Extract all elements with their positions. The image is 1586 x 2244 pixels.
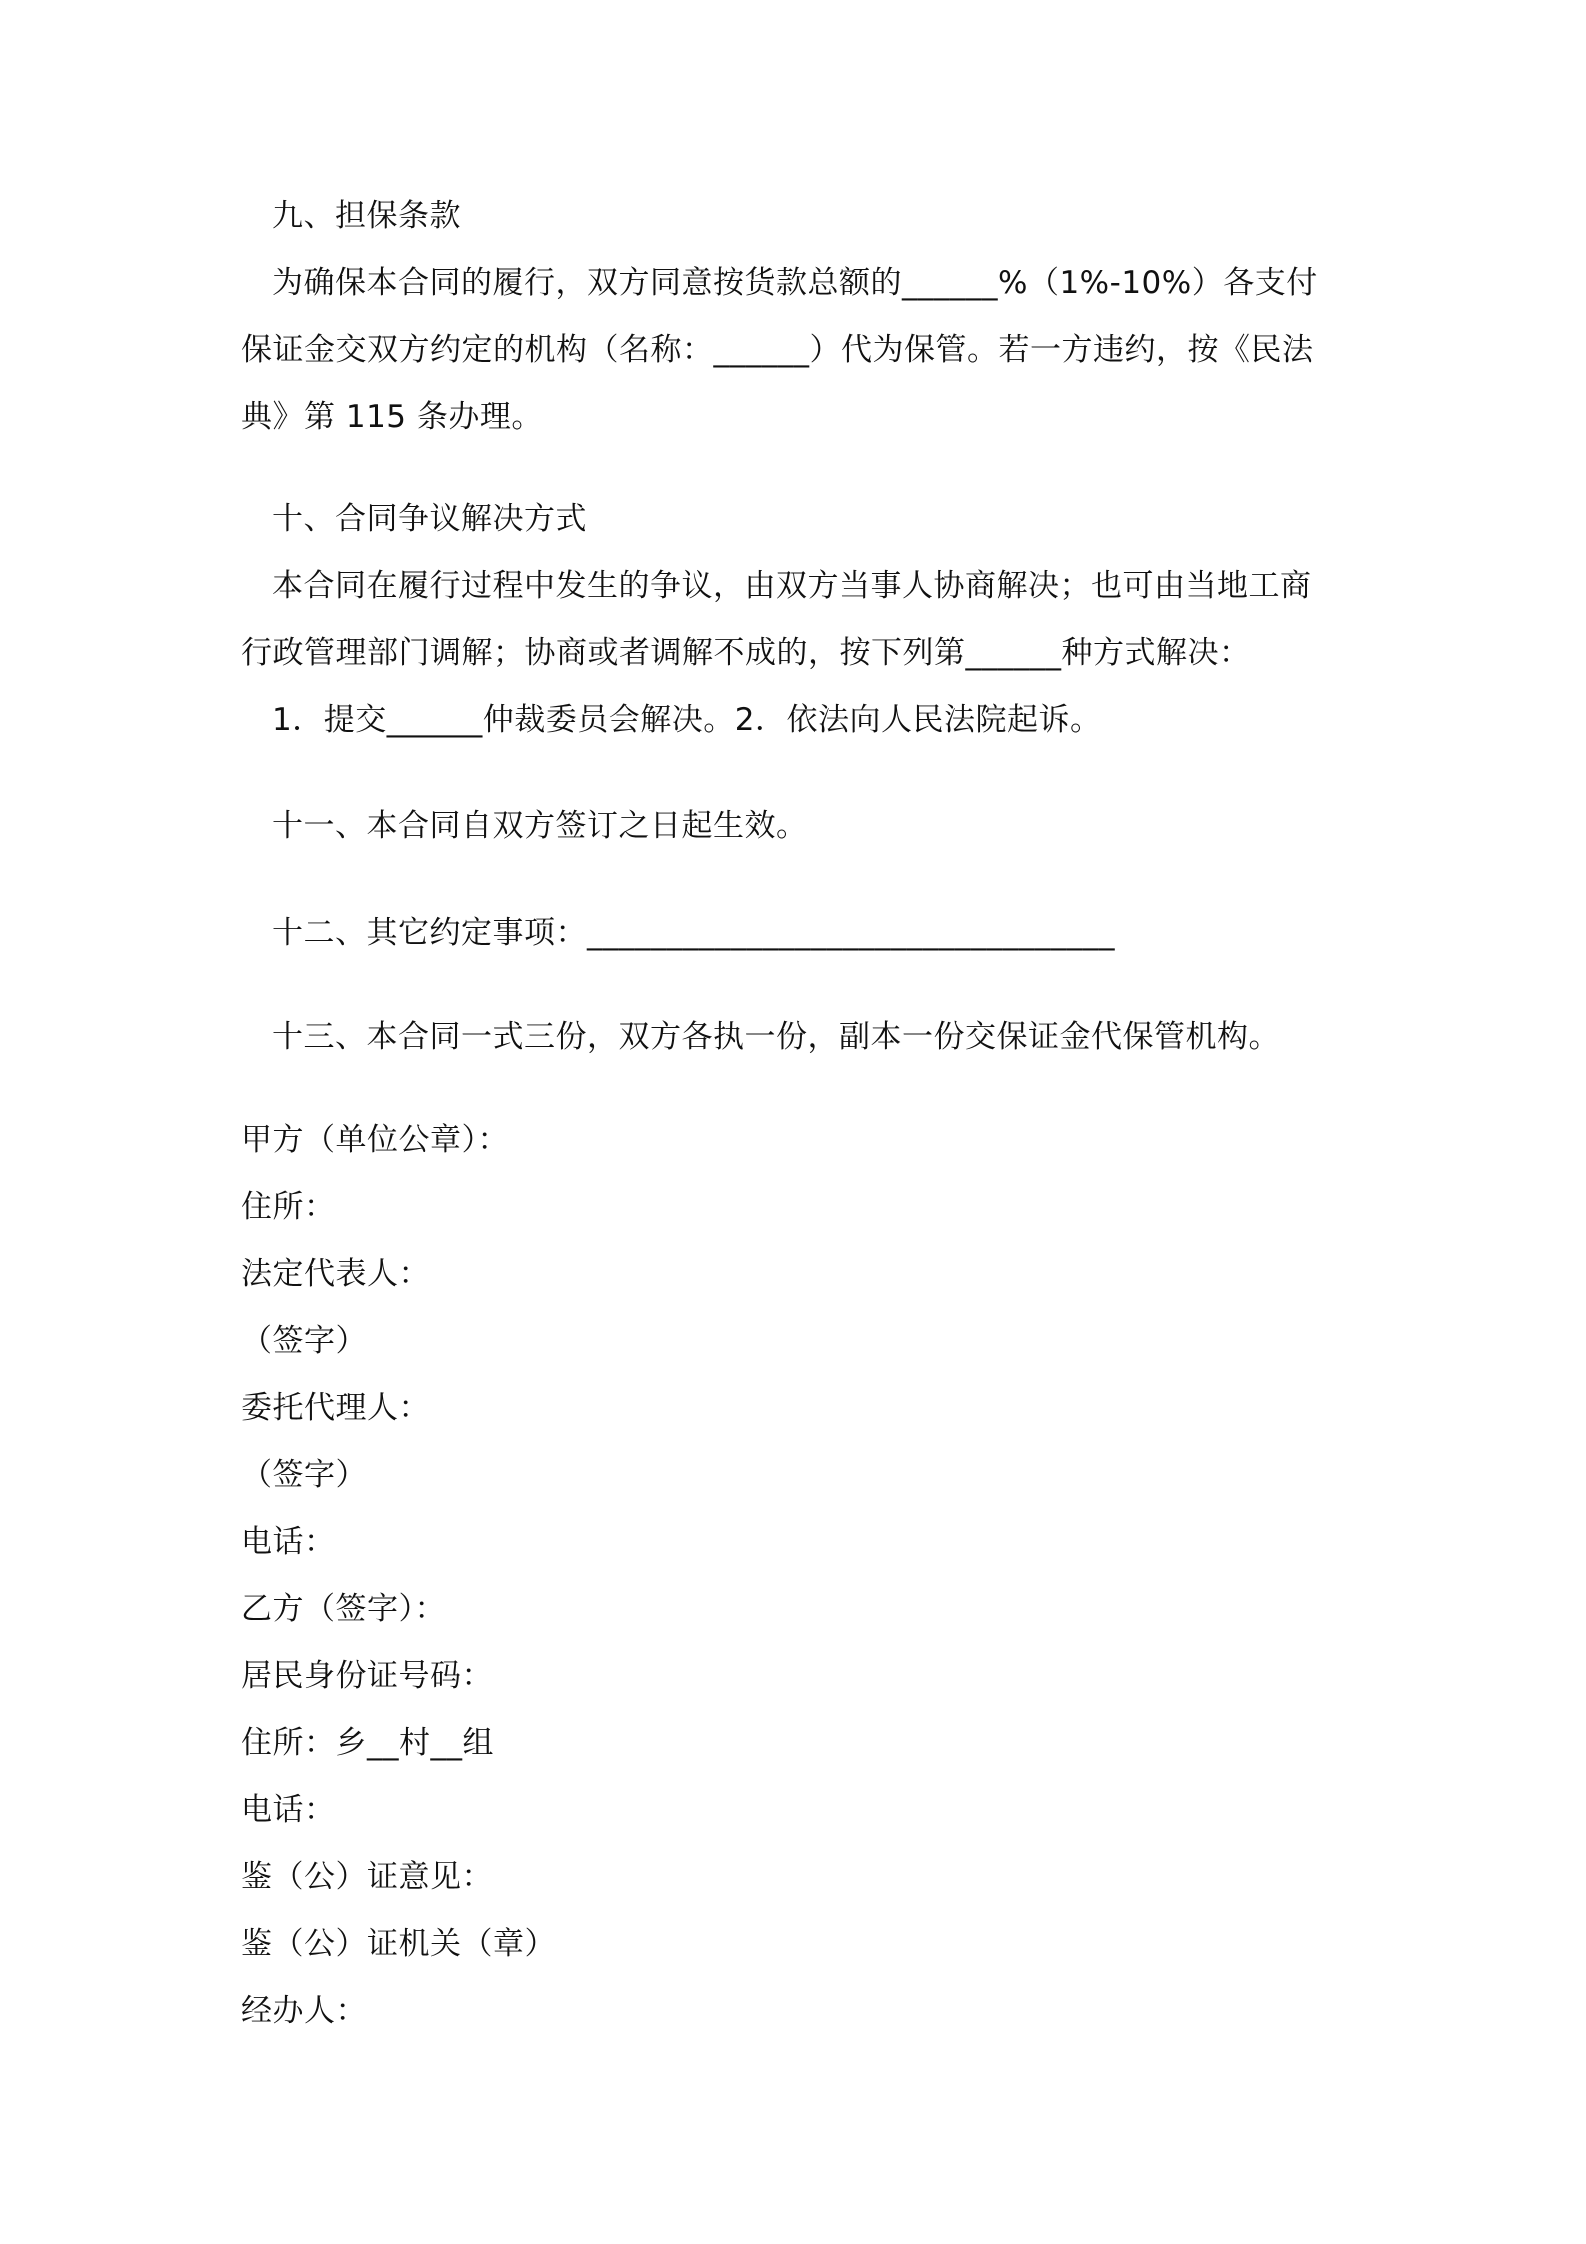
party-b-label: 乙方（签字）： [241,1591,446,1627]
party-b-id-label: 居民身份证号码： [241,1658,493,1694]
notary-office-label: 鉴（公）证机关（章） [241,1926,556,1962]
clause-9-line-3: 典》第 115 条办理。 [241,399,543,435]
clause-13: 十三、本合同一式三份，双方各执一份，副本一份交保证金代保管机构。 [272,1019,1280,1055]
clause-12: 十二、其它约定事项：_________________________________ [272,915,1115,951]
party-a-label: 甲方（单位公章）： [241,1122,509,1158]
handler-label: 经办人： [241,1993,367,2029]
clause-10-heading: 十、合同争议解决方式 [272,501,587,537]
agent-label: 委托代理人： [241,1390,430,1426]
party-a-phone-label: 电话： [241,1524,336,1560]
clause-9-heading: 九、担保条款 [272,198,461,234]
clause-10-line-2: 行政管理部门调解；协商或者调解不成的，按下列第______种方式解决： [241,635,1251,671]
clause-10-line-3: 1．提交______仲裁委员会解决。2．依法向人民法院起诉。 [272,702,1102,738]
legal-representative-label: 法定代表人： [241,1256,430,1292]
clause-9-line-1: 为确保本合同的履行，双方同意按货款总额的______%（1%-10%）各支付 [272,265,1318,301]
notary-opinion-label: 鉴（公）证意见： [241,1859,493,1895]
party-b-address-label: 住所：乡__村__组 [241,1725,494,1761]
agent-sign-label: （签字） [241,1457,367,1493]
party-b-phone-label: 电话： [241,1792,336,1828]
clause-10-line-1: 本合同在履行过程中发生的争议，由双方当事人协商解决；也可由当地工商 [272,568,1312,604]
legal-representative-sign-label: （签字） [241,1323,367,1359]
party-a-address-label: 住所： [241,1189,336,1225]
clause-11: 十一、本合同自双方签订之日起生效。 [272,808,808,844]
clause-9-line-2: 保证金交双方约定的机构（名称：______）代为保管。若一方违约，按《民法 [241,332,1314,368]
